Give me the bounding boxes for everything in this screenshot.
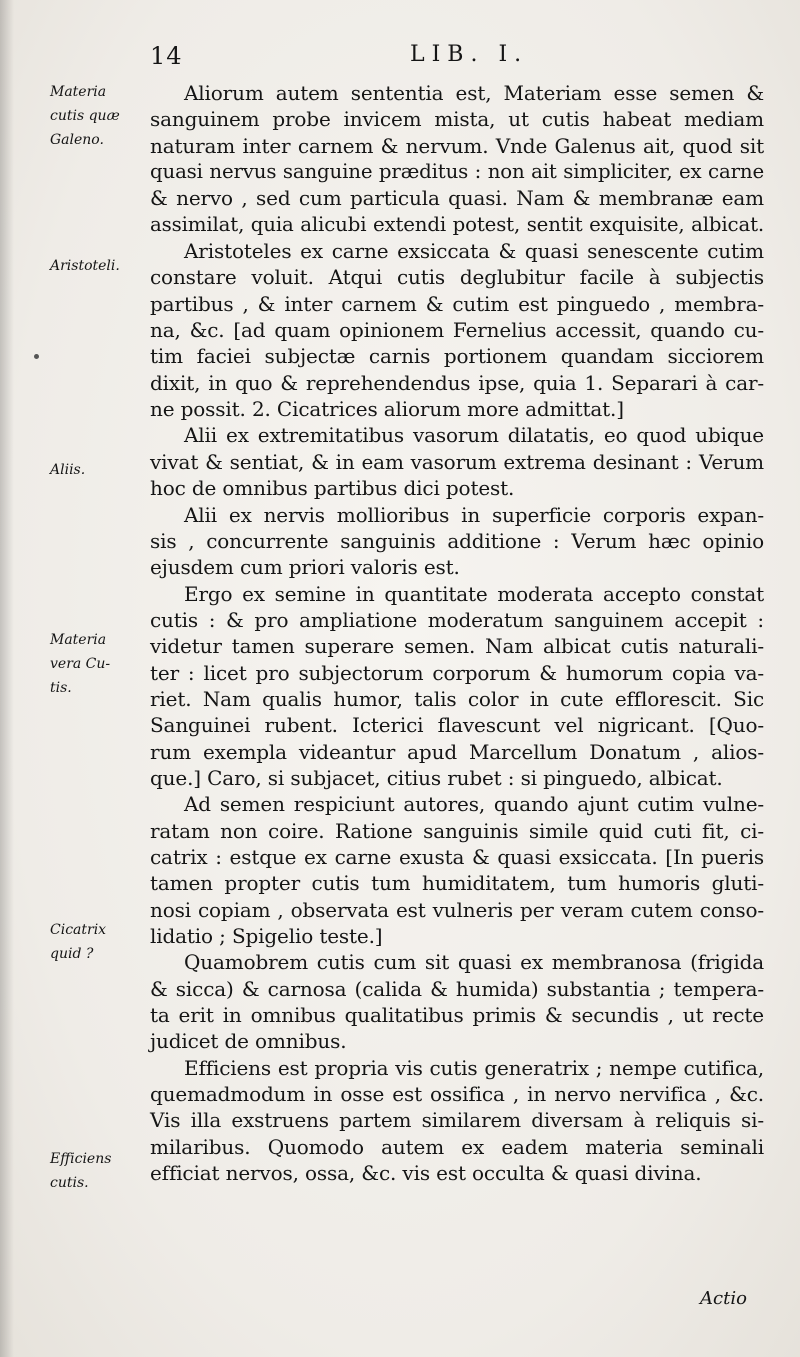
margin-note-line: quid ? bbox=[50, 946, 94, 962]
text-line: dixit, in quo & reprehendendus ipse, quia 1. Separari à car- bbox=[150, 370, 764, 395]
margin-note-cicatrix bbox=[50, 918, 136, 966]
margin-note-line: Aliis. bbox=[50, 462, 86, 478]
text-line: efficiat nervos, ossa, &c. vis est occulta & quasi divina. bbox=[150, 1161, 702, 1186]
gutter-shadow bbox=[0, 0, 14, 1357]
text-line: Quamobrem cutis cum sit quasi ex membranosa (frigida bbox=[184, 950, 764, 975]
text-line: nosi copiam , observata est vulneris per veram cutem conso- bbox=[150, 897, 764, 922]
margin-note-line: Materia bbox=[50, 632, 107, 648]
text-line: Efficiens est propria vis cutis generatrix ; nempe cutifica, bbox=[184, 1055, 764, 1080]
text-line: quasi nervus sanguine præditus : non ait simpliciter, ex carne bbox=[150, 160, 764, 184]
margin-note-aliis bbox=[50, 458, 136, 482]
margin-note-efficiens bbox=[50, 1147, 136, 1195]
text-line: Alii ex nervis mollioribus in superficie corporis expan- bbox=[184, 502, 764, 527]
margin-note-line: Aristoteli. bbox=[50, 258, 120, 274]
margin-note-line: Cicatrix bbox=[50, 922, 107, 938]
text-line: partibus , & inter carnem & cutim est pinguedo , membra- bbox=[150, 291, 764, 316]
page-number: 14 bbox=[150, 42, 183, 70]
margin-note-line: vera Cu- bbox=[50, 656, 111, 672]
text-line: naturam inter carnem & nervum. Vnde Galenus ait, quod sit bbox=[150, 133, 764, 158]
body-text bbox=[150, 80, 764, 1186]
text-line: hoc de omnibus partibus dici potest. bbox=[150, 476, 515, 501]
margin-note-aristoteli bbox=[50, 254, 136, 278]
text-line: ejusdem cum priori valoris est. bbox=[150, 555, 460, 580]
text-line: tamen propter cutis tum humiditatem, tum humoris gluti- bbox=[150, 871, 764, 896]
text-line: Aristoteles ex carne exsiccata & quasi senescente cutim bbox=[184, 239, 764, 264]
text-line: ter : licet pro subjectorum corporum & humorum copia va- bbox=[150, 660, 764, 685]
text-line: Sanguinei rubent. Icterici flavescunt vel nigricant. [Quo- bbox=[150, 713, 764, 738]
text-line: & sicca) & carnosa (calida & humida) substantia ; tempera- bbox=[150, 976, 764, 1001]
text-line: constare voluit. Atqui cutis deglubitur facile à subjectis bbox=[150, 265, 764, 290]
margin-note-line: Efficiens bbox=[50, 1151, 112, 1167]
margin-note-line: tis. bbox=[50, 680, 72, 696]
text-line: milaribus. Quomodo autem ex eadem materia seminali bbox=[150, 1134, 764, 1159]
text-line: vivat & sentiat, & in eam vasorum extrema desinant : Verum bbox=[150, 449, 764, 474]
text-line: quemadmodum in osse est ossifica , in nervo nervifica , &c. bbox=[150, 1082, 764, 1107]
text-line: sis , concurrente sanguinis additione : Verum hæc opinio bbox=[150, 528, 764, 553]
text-line: assimilat, quia alicubi extendi potest, sentit exquisite, albicat. bbox=[150, 212, 764, 236]
text-line: ratam non coire. Ratione sanguinis simile quid cuti fit, ci- bbox=[150, 818, 764, 843]
text-line: catrix : estque ex carne exusta & quasi exsiccata. [In pueris bbox=[150, 844, 764, 869]
margin-note-line: cutis quæ bbox=[50, 108, 120, 124]
catchword: Actio bbox=[700, 1288, 747, 1309]
text-line: rum exempla videantur apud Marcellum Donatum , alios- bbox=[150, 739, 764, 764]
text-line: Vis illa exstruens partem similarem diversam à reliquis si- bbox=[150, 1108, 764, 1133]
text-line: videtur tamen superare semen. Nam albicat cutis naturali- bbox=[150, 634, 764, 659]
text-line: ne possit. 2. Cicatrices aliorum more admittat.] bbox=[150, 397, 624, 422]
text-line: & nervo , sed cum particula quasi. Nam & membranæ eam bbox=[150, 186, 764, 211]
text-line: tim faciei subjectæ carnis portionem quandam sicciorem bbox=[150, 344, 764, 369]
margin-note-line: Materia bbox=[50, 84, 107, 100]
margin-note-line: cutis. bbox=[50, 1175, 89, 1191]
text-line: sanguinem probe invicem mista, ut cutis habeat mediam bbox=[150, 107, 764, 132]
text-line: Ad semen respiciunt autores, quando ajunt cutim vulne- bbox=[184, 792, 764, 817]
text-line: que.] Caro, si subjacet, citius rubet : si pinguedo, albicat. bbox=[150, 765, 723, 790]
text-line: Alii ex extremitatibus vasorum dilatatis, eo quod ubique bbox=[184, 423, 764, 448]
running-head: LIB. I. bbox=[410, 42, 529, 67]
margin-note-materia-vera bbox=[50, 628, 136, 700]
text-line: Aliorum autem sententia est, Materiam esse semen & bbox=[184, 81, 764, 105]
margin-note-materia-galeno bbox=[50, 80, 136, 152]
text-line: judicet de omnibus. bbox=[150, 1029, 347, 1054]
text-line: cutis : & pro ampliatione moderatum sanguinem accepit : bbox=[150, 607, 764, 632]
text-line: riet. Nam qualis humor, talis color in cute efflorescit. Sic bbox=[150, 686, 764, 711]
text-line: ta erit in omnibus qualitatibus primis & secundis , ut recte bbox=[150, 1003, 764, 1028]
ink-speck bbox=[34, 354, 39, 359]
text-line: na, &c. [ad quam opinionem Fernelius accessit, quando cu- bbox=[150, 318, 764, 343]
margin-note-line: Galeno. bbox=[50, 132, 104, 148]
page-header bbox=[0, 42, 800, 72]
text-line: lidatio ; Spigelio teste.] bbox=[150, 924, 383, 948]
text-line: Ergo ex semine in quantitate moderata accepto constat bbox=[184, 581, 764, 606]
